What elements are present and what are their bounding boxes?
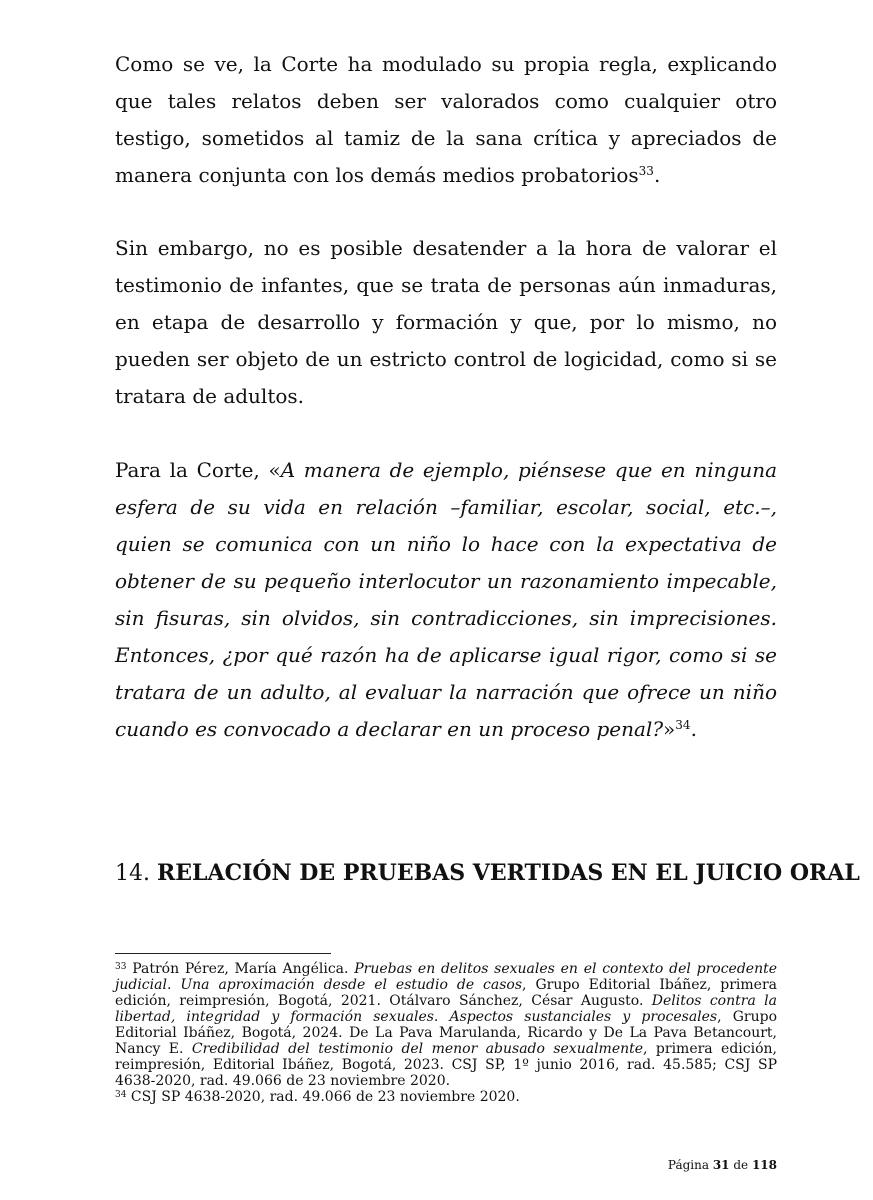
page-number-sep: de	[729, 1158, 752, 1172]
section-heading	[115, 860, 860, 886]
paragraph-3-lead: Para la Corte, «	[115, 458, 281, 482]
paragraph-3	[115, 452, 777, 748]
section-number: 14.	[115, 861, 157, 886]
footnote-33	[115, 961, 777, 1089]
footnote-33-title-2: Delitos contra la libertad, integridad y formación sexuales. Aspectos sustanciales y procesales	[115, 993, 777, 1025]
footnote-ref-33[interactable]: 33	[638, 164, 654, 178]
footnotes	[115, 961, 777, 1105]
page-number	[668, 1158, 777, 1172]
footnote-33-number: 33	[115, 962, 127, 972]
footnote-33-title-1: Pruebas en delitos sexuales en el contexto del procedente judicial. Una aproximación desde el estudio de casos	[115, 961, 778, 993]
footnote-34	[115, 1089, 777, 1105]
footnote-ref-34[interactable]: 34	[675, 718, 691, 732]
quote-close: »	[663, 717, 676, 741]
paragraph-1	[115, 46, 777, 194]
footnote-34-text: CSJ SP 4638-2020, rad. 49.066 de 23 noviembre 2020.	[126, 1089, 520, 1105]
page-number-current: 31	[712, 1158, 730, 1172]
footnote-33-citation-2: , Grupo Editorial Ibáñez, primera edición, reimpresión, Bogotá, 2021. Otálvaro Sánchez, César Augusto.	[115, 977, 777, 1009]
footnote-33-title-3: Credibilidad del testimonio del menor abusado sexualmente	[191, 1041, 644, 1057]
paragraph-2-text: Sin embargo, no es posible desatender a la hora de valorar el testimonio de infantes, que se trata de personas aún inmaduras, en etapa de desarrollo y formación y que, por lo mismo, no pueden ser objeto de un estricto control de logicidad, como si se tratara de adultos.	[115, 236, 777, 408]
section-title: RELACIÓN DE PRUEBAS VERTIDAS EN EL JUICIO ORAL	[156, 860, 860, 886]
paragraph-1-text: Como se ve, la Corte ha modulado su propia regla, explicando que tales relatos deben ser valorados como cualquier otro testigo, sometidos al tamiz de la sana crítica y apreciados de manera conjunta con los demás medios probatorios	[115, 52, 777, 187]
footnote-33-citation-4: , primera edición, reimpresión, Editorial Ibáñez, Bogotá, 2023. CSJ SP, 1º junio 2016, rad. 45.585; CSJ SP 4638-2020, rad. 49.066 de 23 noviembre 2020.	[115, 1041, 777, 1089]
footnote-divider	[115, 953, 331, 954]
footnote-33-author-1: Patrón Pérez, María Angélica.	[126, 961, 355, 977]
paragraph-1-end: .	[653, 163, 661, 187]
paragraph-3-end: .	[690, 717, 697, 741]
footnote-34-number: 34	[115, 1090, 127, 1100]
page-number-prefix: Página	[667, 1158, 713, 1172]
court-quote: A manera de ejemplo, piénsese que en ninguna esfera de su vida en relación –familiar, escolar, social, etc.–, quien se comunica con un niño lo hace con la expectativa de obtener de su pequeño interlocutor un razonamiento impecable, sin fisuras, sin olvidos, sin contradicciones, sin imprecisiones. Entonces, ¿por qué razón ha de aplicarse igual rigor, como si se tratara de un adulto, al evaluar la narración que ofrece un niño cuando es convocado a declarar en un proceso penal?	[115, 458, 778, 741]
paragraph-2	[115, 230, 777, 415]
page-number-total: 118	[751, 1158, 777, 1172]
footnote-33-citation-3: , Grupo Editorial Ibáñez, Bogotá, 2024. De La Pava Marulanda, Ricardo y De La Pava Betancourt, Nancy E.	[115, 1009, 777, 1057]
